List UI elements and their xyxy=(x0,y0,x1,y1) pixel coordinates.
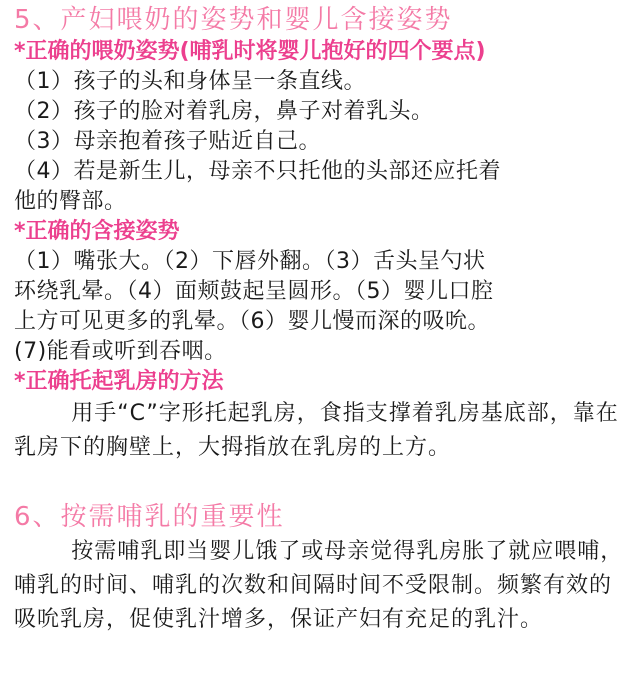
breast-support-paragraph: 用手“C”字形托起乳房，食指支撑着乳房基底部，靠在乳房下的胸壁上，大拇指放在乳房的上方。 xyxy=(14,401,619,460)
heading-breast-support-method: *正确托起乳房的方法 xyxy=(14,369,224,394)
feeding-point-4: （4）若是新生儿，母亲不只托他的头部还应托着 xyxy=(14,159,501,184)
feeding-point-3: （3）母亲抱着孩子贴近自己。 xyxy=(14,129,321,154)
feeding-point-2: （2）孩子的脸对着乳房，鼻子对着乳头。 xyxy=(14,99,434,124)
heading-correct-feeding-posture: *正确的喂奶姿势(哺乳时将婴儿抱好的四个要点) xyxy=(14,39,486,64)
on-demand-feeding-paragraph: 按需哺乳即当婴儿饿了或母亲觉得乳房胀了就应喂哺，哺乳的时间、哺乳的次数和间隔时间不受限制。频繁有效的吸吮乳房，促使乳汁增多，保证产妇有充足的乳汁。 xyxy=(14,539,624,632)
section-spacer xyxy=(14,465,628,501)
feeding-point-4-continued: 他的臀部。 xyxy=(14,189,127,214)
heading-correct-latch-posture: *正确的含接姿势 xyxy=(14,219,180,244)
section-title-feeding-posture: 5、产妇喂奶的姿势和婴儿含接姿势 xyxy=(14,5,453,35)
section-title-on-demand-feeding: 6、按需哺乳的重要性 xyxy=(14,502,285,532)
latch-line-4: (7)能看或听到吞咽。 xyxy=(14,339,227,364)
latch-line-1: （1）嘴张大。（2）下唇外翻。（3）舌头呈勺状 xyxy=(14,249,486,274)
latch-points-block xyxy=(14,247,628,367)
feeding-points-list xyxy=(14,67,628,217)
latch-line-2: 环绕乳晕。（4）面颊鼓起呈圆形。（5）婴儿口腔 xyxy=(14,279,494,304)
feeding-point-1: （1）孩子的头和身体呈一条直线。 xyxy=(14,69,366,94)
latch-line-3: 上方可见更多的乳晕。（6）婴儿慢而深的吸吮。 xyxy=(14,309,490,334)
